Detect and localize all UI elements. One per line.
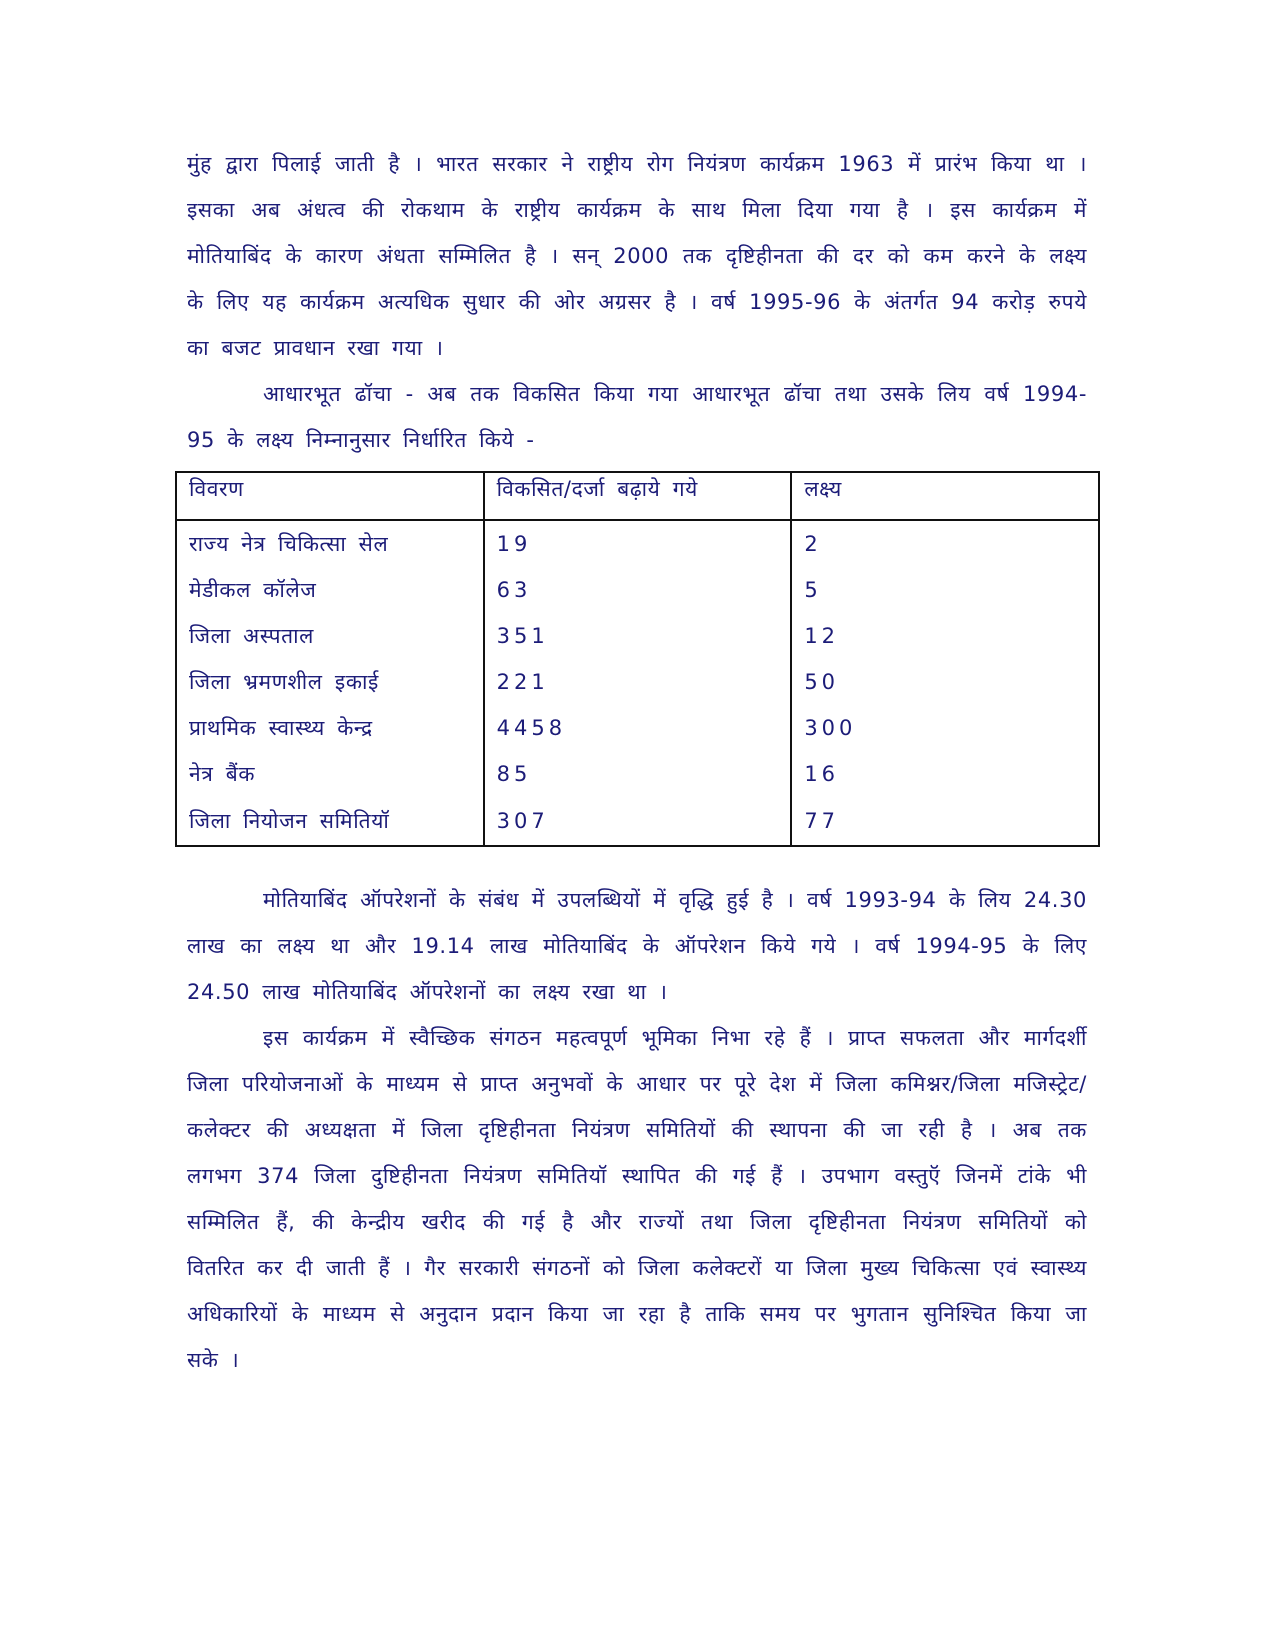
header-target: लक्ष्य <box>791 472 1099 520</box>
paragraph-cataract-operations: मोतियाबिंद ऑपरेशनों के संबंध में उपलब्धियों में वृद्धि हुई है । वर्ष 1993-94 के लिय 24.30 लाख का लक्ष्य था और 19.14 लाख मोतियाबिंद के ऑपरेशन किये गये । वर्ष 1994-95 के लिए 24.50 लाख मोतियाबिंद ऑपरेशनों का लक्ष्य रखा था । <box>187 888 1087 1004</box>
header-description: विवरण <box>176 472 484 520</box>
row-label: मेडीकल कॉलेज <box>176 567 484 613</box>
developed-value: 221 <box>484 659 792 705</box>
row-label: जिला अस्पताल <box>176 613 484 659</box>
developed-value: 19 <box>484 520 792 567</box>
developed-value: 85 <box>484 751 792 797</box>
developed-value: 4458 <box>484 705 792 751</box>
table-row <box>176 705 1099 751</box>
target-value: 300 <box>791 705 1099 751</box>
target-value: 77 <box>791 797 1099 846</box>
row-label: जिला नियोजन समितियॉ <box>176 797 484 846</box>
developed-value: 351 <box>484 613 792 659</box>
target-value: 2 <box>791 520 1099 567</box>
row-label: प्राथमिक स्वास्थ्य केन्द्र <box>176 705 484 751</box>
table-row <box>176 613 1099 659</box>
target-value: 16 <box>791 751 1099 797</box>
table-row <box>176 659 1099 705</box>
table-row <box>176 751 1099 797</box>
table-row <box>176 567 1099 613</box>
header-developed: विकसित/दर्जा बढ़ाये गये <box>484 472 792 520</box>
paragraph-eye-programme-intro: मुंह द्वारा पिलाई जाती है । भारत सरकार ने राष्ट्रीय रोग नियंत्रण कार्यक्रम 1963 में प्रारंभ किया था । इसका अब अंधत्व की रोकथाम के राष्ट्रीय कार्यक्रम के साथ मिला दिया गया है । इस कार्यक्रम में मोतियाबिंद के कारण अंधता सम्मिलित है । सन् 2000 तक दृष्टिहीनता की दर को कम करने के लक्ष्य के लिए यह कार्यक्रम अत्यधिक सुधार की ओर अग्रसर है । वर्ष 1995-96 के अंतर्गत 94 करोड़ रुपये का बजट प्रावधान रखा गया । <box>187 152 1087 360</box>
row-label: जिला भ्रमणशील इकाई <box>176 659 484 705</box>
paragraph-infrastructure-intro: आधारभूत ढॉचा - अब तक विकसित किया गया आधारभूत ढॉचा तथा उसके लिय वर्ष 1994-95 के लक्ष्य निम्नानुसार निर्धारित किये - <box>187 382 1087 452</box>
table-header-row <box>176 472 1099 520</box>
infrastructure-table <box>175 471 1100 847</box>
developed-value: 63 <box>484 567 792 613</box>
table-row <box>176 797 1099 846</box>
row-label: राज्य नेत्र चिकित्सा सेल <box>176 520 484 567</box>
table-row <box>176 520 1099 567</box>
target-value: 5 <box>791 567 1099 613</box>
developed-value: 307 <box>484 797 792 846</box>
target-value: 50 <box>791 659 1099 705</box>
paragraph-voluntary-organisations: इस कार्यक्रम में स्वैच्छिक संगठन महत्वपूर्ण भूमिका निभा रहे हैं । प्राप्त सफलता और मार्गदर्शी जिला परियोजनाओं के माध्यम से प्राप्त अनुभवों के आधार पर पूरे देश में जिला कमिश्नर/जिला मजिस्ट्रेट/कलेक्टर की अध्यक्षता में जिला दृष्टिहीनता नियंत्रण समितियों की स्थापना की जा रही है । अब तक लगभग 374 जिला दुष्टिहीनता नियंत्रण समितियॉ स्थापित की गई हैं । उपभाग वस्तुऍ जिनमें टांके भी सम्मिलित हैं, की केन्द्रीय खरीद की गई है और राज्यों तथा जिला दृष्टिहीनता नियंत्रण समितियों को वितरित कर दी जाती हैं । गैर सरकारी संगठनों को जिला कलेक्टरों या जिला मुख्य चिकित्सा एवं स्वास्थ्य अधिकारियों के माध्यम से अनुदान प्रदान किया जा रहा है ताकि समय पर भुगतान सुनिश्चित किया जा सके । <box>187 1026 1087 1372</box>
row-label: नेत्र बैंक <box>176 751 484 797</box>
target-value: 12 <box>791 613 1099 659</box>
